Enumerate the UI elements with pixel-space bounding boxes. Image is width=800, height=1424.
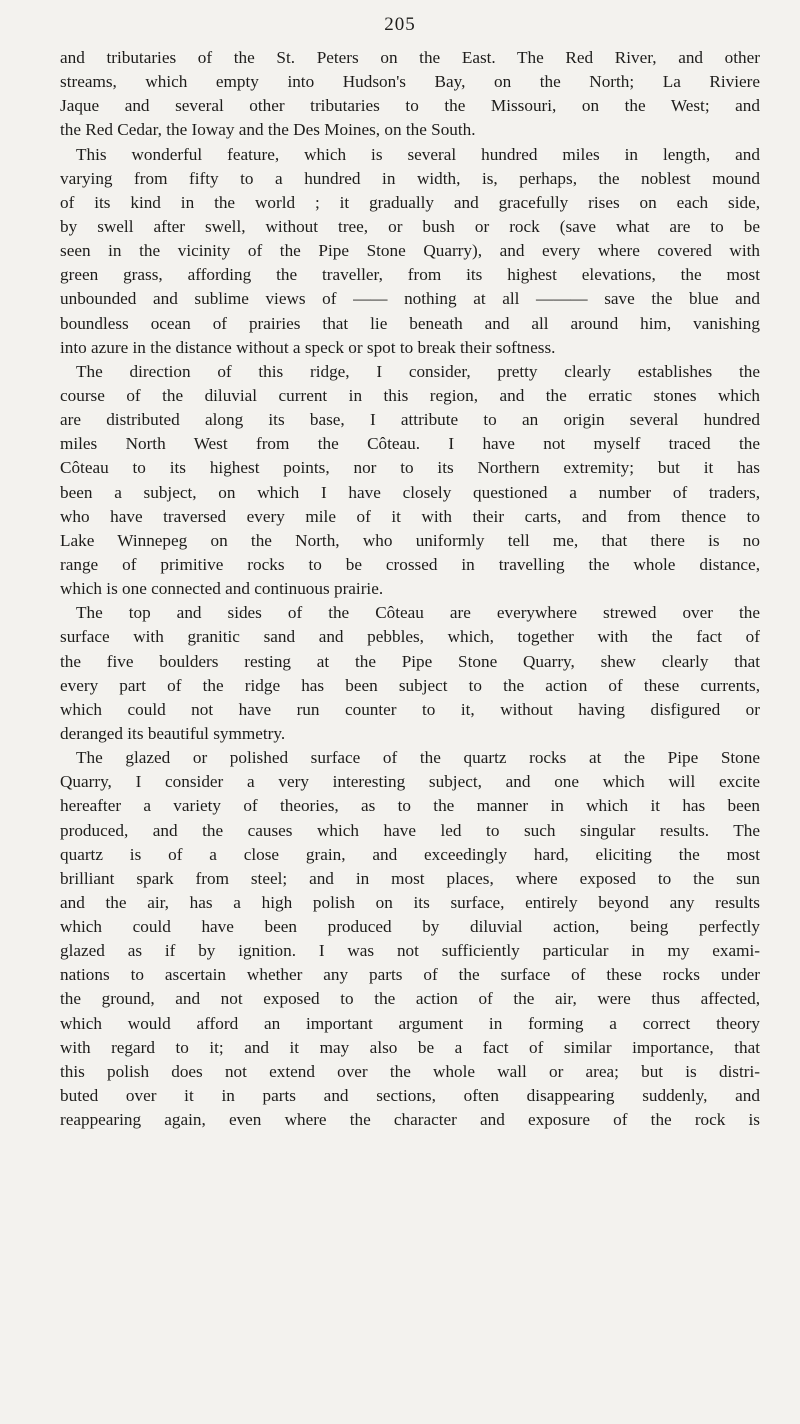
text-line: the Red Cedar, the Ioway and the Des Moines, on the South. xyxy=(60,120,476,140)
text-line: which could have been produced by diluvial action, being perfectly xyxy=(60,917,760,937)
text-line: which could not have run counter to it, without having disfigured or xyxy=(60,699,760,719)
text-line: Côteau to its highest points, nor to its Northern extremity; but it has xyxy=(60,458,760,478)
text-line: miles North West from the Côteau. I have not myself traced the xyxy=(60,434,760,454)
text-line: which would afford an important argument in forming a correct theory xyxy=(60,1013,760,1033)
text-line: deranged its beautiful symmetry. xyxy=(60,723,286,743)
body-text xyxy=(60,46,760,1132)
text-line: nations to ascertain whether any parts of the surface of these rocks under xyxy=(60,965,760,985)
text-line: every part of the ridge has been subject to the action of these currents, xyxy=(60,675,760,695)
text-line: course of the diluvial current in this region, and the erratic stones which xyxy=(60,385,760,405)
text-line: been a subject, on which I have closely questioned a number of traders, xyxy=(60,482,760,502)
text-line: The top and sides of the Côteau are everywhere strewed over the xyxy=(76,603,760,623)
text-line: quartz is of a close grain, and exceedingly hard, eliciting the most xyxy=(60,844,760,864)
text-line: the five boulders resting at the Pipe Stone Quarry, shew clearly that xyxy=(60,651,760,671)
text-line: by swell after swell, without tree, or bush or rock (save what are to be xyxy=(60,216,760,236)
text-line: of its kind in the world ; it gradually and gracefully rises on each side, xyxy=(60,192,760,212)
text-line: hereafter a variety of theories, as to the manner in which it has been xyxy=(60,796,760,816)
text-line: brilliant spark from steel; and in most places, where exposed to the sun xyxy=(60,868,760,888)
text-line: who have traversed every mile of it with their carts, and from thence to xyxy=(60,506,760,526)
text-line: Quarry, I consider a very interesting subject, and one which will excite xyxy=(60,772,760,792)
text-line: produced, and the causes which have led to such singular results. The xyxy=(60,820,760,840)
text-line: boundless ocean of prairies that lie beneath and all around him, vanishing xyxy=(60,313,760,333)
text-line: This wonderful feature, which is several hundred miles in length, and xyxy=(76,144,760,164)
text-line: surface with granitic sand and pebbles, which, together with the fact of xyxy=(60,627,760,647)
text-line: the ground, and not exposed to the action of the air, were thus affected, xyxy=(60,989,760,1009)
text-line: buted over it in parts and sections, often disappearing suddenly, and xyxy=(60,1086,760,1106)
text-line: range of primitive rocks to be crossed in travelling the whole distance, xyxy=(60,554,760,574)
text-line: with regard to it; and it may also be a fact of similar importance, that xyxy=(60,1037,760,1057)
text-line: seen in the vicinity of the Pipe Stone Quarry), and every where covered with xyxy=(60,241,760,261)
text-line: Lake Winnepeg on the North, who uniformly tell me, that there is no xyxy=(60,530,760,550)
text-line: varying from fifty to a hundred in width, is, perhaps, the noblest mound xyxy=(60,168,760,188)
text-line: which is one connected and continuous prairie. xyxy=(60,579,384,599)
text-line: and tributaries of the St. Peters on the East. The Red River, and other xyxy=(60,48,760,67)
text-line: reappearing again, even where the character and exposure of the rock is xyxy=(60,1110,760,1130)
text-line: are distributed along its base, I attribute to an origin several hundred xyxy=(60,410,760,430)
text-line: Jaque and several other tributaries to the Missouri, on the West; and xyxy=(60,96,760,116)
text-line: The glazed or polished surface of the quartz rocks at the Pipe Stone xyxy=(76,748,760,768)
text-line: green grass, affording the traveller, from its highest elevations, the most xyxy=(60,265,760,285)
text-line: The direction of this ridge, I consider, pretty clearly establishes the xyxy=(76,361,760,381)
text-line: and the air, has a high polish on its surface, entirely beyond any results xyxy=(60,892,760,912)
page-number: 205 xyxy=(384,14,416,35)
text-line: glazed as if by ignition. I was not sufficiently particular in my exami- xyxy=(60,941,760,961)
text-line: streams, which empty into Hudson's Bay, on the North; La Riviere xyxy=(60,72,760,92)
text-line: unbounded and sublime views of —— nothing at all ——— save the blue and xyxy=(60,289,760,309)
text-line: this polish does not extend over the whole wall or area; but is distri- xyxy=(60,1061,760,1081)
text-line: into azure in the distance without a speck or spot to break their softness. xyxy=(60,337,556,357)
